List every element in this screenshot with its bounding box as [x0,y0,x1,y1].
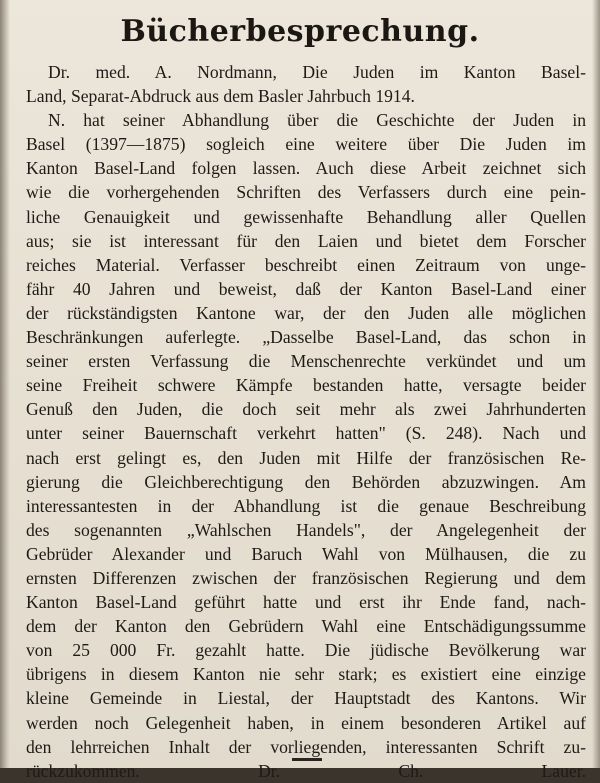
review-line: des sogenannten „Wahlschen Handels", der Angelegenheit der [26,519,586,540]
review-line: Gebrüder Alexander und Baruch Wahl von Mülhausen, die zu [26,543,586,564]
review-line: fähr 40 Jahren und beweist, daß der Kanton Basel-Land einer [26,278,586,299]
review-line: Kanton Basel-Land folgen lassen. Auch diese Arbeit zeichnet sich [26,158,586,179]
page-left-edge-shadow [0,0,10,768]
review-line: unter seiner Bauernschaft verkehrt hatten" (S. 248). Nach und [26,423,586,444]
review-line: von 25 000 Fr. gezahlt hatte. Die jüdische Bevölkerung war [26,640,586,661]
review-signoff-line: rückzukommen. Dr. Ch. Lauer. [26,760,586,781]
review-line: nach erst gelingt es, den Juden mit Hilfe der französischen Re- [26,447,586,468]
review-line: seine Freiheit schwere Kämpfe bestanden hatte, versagte beider [26,375,586,396]
review-line: Basel (1397—1875) sogleich eine weitere über Die Juden im [26,134,586,155]
review-line: seiner ersten Verfassung die Menschenrechte verkündet und um [26,351,586,372]
review-line: interessantesten in der Abhandlung ist die genaue Beschreibung [26,495,586,516]
review-line: Beschränkungen auferlegte. „Dasselbe Basel-Land, das schon in [26,327,586,348]
review-line: Genuß den Juden, die doch seit mehr als zwei Jahrhunderten [26,399,586,420]
review-line: kleine Gemeinde in Liestal, der Hauptstadt des Kantons. Wir [26,688,586,709]
review-text [26,60,586,783]
footer-rule [292,758,322,761]
review-line: Dr. med. A. Nordmann, Die Juden im Kanton Basel- [48,62,586,82]
review-line: liche Genauigkeit und gewissenhafte Behandlung aller Quellen [26,206,586,227]
review-line: dem der Kanton den Gebrüdern Wahl eine Entschädigungssumme [26,616,586,637]
review-line: wie die vorhergehenden Schriften des Verfassers durch eine pein- [26,182,586,203]
review-line: übrigens in diesem Kanton nie sehr stark; es existiert eine einzige [26,664,586,685]
review-line: reiches Material. Verfasser beschreibt einen Zeitraum von unge- [26,254,586,275]
review-line: werden noch Gelegenheit haben, in einem besonderen Artikel auf [26,712,586,733]
review-line: Kanton Basel-Land geführt hatte und erst ihr Ende fand, nach- [26,592,586,613]
review-line: aus; sie ist interessant für den Laien und bietet dem Forscher [26,230,586,251]
review-line: den lehrreichen Inhalt der vorliegenden, interessanten Schrift zu- [26,736,586,757]
review-line: Land, Separat-Abdruck aus dem Basler Jahrbuch 1914. [26,86,415,107]
review-line: N. hat seiner Abhandlung über die Geschichte der Juden in [48,110,586,131]
review-line: der rückständigsten Kantone war, der den Juden alle möglichen [26,302,586,323]
page-title: Bücherbesprechung. [120,14,480,49]
review-line: ernsten Differenzen zwischen der französischen Regierung und dem [26,567,586,588]
page-right-edge-shadow [592,0,600,768]
review-line: gierung die Gleichberechtigung den Behörden abzuzwingen. Am [26,471,586,492]
